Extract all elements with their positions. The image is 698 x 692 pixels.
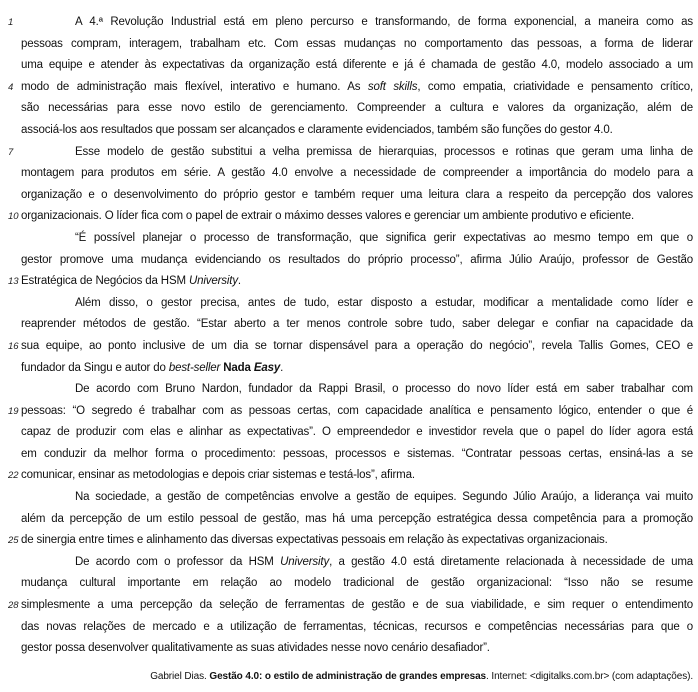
line-number: 4 bbox=[8, 81, 14, 93]
line-number: 25 bbox=[8, 535, 19, 547]
text-segment: Easy bbox=[253, 361, 281, 374]
text-segment: De acordo com Bruno Nardon, fundador da Rappi Brasil, o processo do novo líder está em saber trabalhar com bbox=[75, 383, 693, 396]
text-line-content bbox=[21, 271, 693, 293]
text-segment: além da percepção de um estilo pessoal de gestão, mas há uma percepção estratégica dessa competência para a promoção bbox=[21, 512, 693, 525]
text-line bbox=[8, 509, 698, 531]
text-segment: Além disso, o gestor precisa, antes de tudo, estar disposto a estudar, modificar a mentalidade como líder e bbox=[75, 296, 693, 309]
text-line bbox=[8, 617, 698, 639]
text-line bbox=[8, 595, 698, 617]
text-segment: pessoas: “O segredo é trabalhar com as pessoas certas, com capacidade analítica e pensamento lógico, entender o que é bbox=[21, 404, 693, 417]
line-number: 28 bbox=[8, 600, 19, 612]
text-line bbox=[8, 487, 698, 509]
text-line bbox=[8, 552, 698, 574]
text-line-content bbox=[21, 595, 693, 617]
text-line-content bbox=[21, 573, 693, 595]
text-line bbox=[8, 358, 698, 380]
text-segment: , a gestão 4.0 está diretamente relacionada à necessidade de uma bbox=[329, 555, 693, 568]
text-line bbox=[8, 250, 698, 272]
text-line-content bbox=[21, 250, 693, 272]
text-line bbox=[8, 55, 698, 77]
text-segment: organizacionais. O líder fica com o papel de extrair o máximo desses valores e gerenciar um ambiente produtivo e eficiente. bbox=[21, 210, 635, 223]
text-line bbox=[8, 422, 698, 444]
text-line bbox=[8, 142, 698, 164]
text-segment: University bbox=[280, 555, 330, 568]
text-line bbox=[8, 77, 698, 99]
text-segment: fundador da Singu e autor do bbox=[21, 361, 169, 374]
text-line-content bbox=[21, 12, 693, 34]
text-line-content bbox=[21, 228, 693, 250]
text-line bbox=[8, 314, 698, 336]
text-segment: associá-los aos resultados que possam ser alcançados e claramente evidenciados, também são funções do gestor 4.0. bbox=[21, 123, 613, 136]
text-segment: A 4.ª Revolução Industrial está em pleno percurso e transformando, de forma exponencial, a maneira como as bbox=[75, 16, 693, 28]
text-line-content bbox=[21, 314, 693, 336]
text-segment: University bbox=[188, 275, 238, 288]
citation-segment: Gabriel Dias. bbox=[150, 670, 210, 682]
text-segment: organização e o desenvolvimento do próprio gestor e também requer uma leitura clara a respeito da percepção dos valores bbox=[21, 188, 693, 201]
text-segment: sua equipe, ao ponto inclusive de um dia se tornar dispensável para a operação do negócio”, revela Tallis Gomes, CEO e bbox=[21, 339, 693, 352]
text-line bbox=[8, 228, 698, 250]
text-segment: das novas relações de mercado e a utilização de ferramentas, técnicas, recursos e competências necessárias para que o bbox=[21, 620, 693, 633]
text-line-content bbox=[21, 163, 693, 185]
text-segment: pessoas compram, interagem, trabalham etc. Com essas mudanças no comportamento das pessoas, a forma de liderar bbox=[21, 37, 693, 50]
text-segment: De acordo com o professor da HSM bbox=[75, 555, 281, 568]
citation-segment: . Internet: <digitalks.com.br> (com adaptações). bbox=[486, 670, 693, 682]
text-segment: “É possível planejar o processo de transformação, que significa gerir expectativas ao mesmo tempo em que o bbox=[75, 231, 693, 244]
line-number: 7 bbox=[8, 146, 14, 158]
text-segment: montagem para produtos em série. A gestão 4.0 envolve a necessidade de compreender a importância do modelo para a bbox=[21, 167, 693, 180]
text-segment: gestor promove uma mudança evidenciando os resultados do próprio processo”, afirma Júlio Araújo, professor de Gestão bbox=[21, 253, 693, 266]
text-segment: soft skills bbox=[367, 80, 418, 93]
text-line-content bbox=[21, 336, 693, 358]
text-line bbox=[8, 271, 698, 293]
text-line bbox=[8, 12, 698, 34]
text-line bbox=[8, 379, 698, 401]
line-number: 22 bbox=[8, 470, 19, 482]
text-line bbox=[8, 206, 698, 228]
text-segment: capaz de produzir com elas e alinhar as expectativas”. O empreendedor e investidor revela que o papel do líder agora está bbox=[21, 426, 693, 439]
line-number: 19 bbox=[8, 405, 19, 417]
text-line bbox=[8, 293, 698, 315]
text-line bbox=[8, 336, 698, 358]
citation-segment: Gestão 4.0: o estilo de administração de grandes empresas bbox=[209, 670, 487, 682]
text-line bbox=[8, 401, 698, 423]
text-line-content bbox=[21, 185, 693, 207]
text-segment: de sinergia entre times e alinhamento das diversas expectativas pessoais em relação às expectativas organizacionais. bbox=[21, 534, 608, 547]
text-line-content bbox=[21, 293, 693, 315]
text-line-content bbox=[21, 509, 693, 531]
text-segment: . bbox=[237, 275, 241, 288]
text-line bbox=[8, 185, 698, 207]
text-line bbox=[8, 573, 698, 595]
text-line bbox=[8, 120, 698, 142]
text-line-content bbox=[21, 617, 693, 639]
text-segment: best-seller bbox=[168, 361, 221, 374]
line-number: 1 bbox=[8, 17, 14, 28]
text-segment: Esse modelo de gestão substitui a velha premissa de hierarquias, processos e rotinas que geram uma linha de bbox=[75, 145, 693, 158]
text-line bbox=[8, 465, 698, 487]
document-body bbox=[8, 12, 698, 660]
text-line bbox=[8, 163, 698, 185]
text-line-content bbox=[21, 55, 693, 77]
text-line-content bbox=[21, 552, 693, 574]
line-number: 16 bbox=[8, 340, 19, 352]
line-number: 10 bbox=[8, 211, 19, 223]
text-line-content bbox=[21, 142, 693, 164]
text-line-content bbox=[21, 530, 693, 552]
line-number: 13 bbox=[8, 276, 19, 288]
text-line-content bbox=[21, 379, 693, 401]
text-line bbox=[8, 444, 698, 466]
text-line-content bbox=[21, 465, 693, 487]
text-segment: reaprender métodos de gestão. “Estar aberto a ter menos controle sobre tudo, saber delegar e confiar na capacidade da bbox=[21, 318, 693, 331]
text-segment: mudança cultural importante em relação ao modelo tradicional de gestão organizacional: “Isso não se resume bbox=[21, 577, 693, 590]
text-line-content bbox=[21, 638, 693, 660]
text-line-content bbox=[21, 444, 693, 466]
text-segment: comunicar, ensinar as metodologias e depois criar sistemas e testá-los”, afirma. bbox=[21, 469, 415, 482]
text-segment: . bbox=[280, 361, 284, 374]
text-line bbox=[8, 98, 698, 120]
text-line-content bbox=[21, 422, 693, 444]
text-line-content bbox=[21, 120, 693, 142]
text-segment: Estratégica de Negócios da HSM bbox=[21, 275, 189, 288]
text-segment: uma equipe e atender às expectativas da organização está diferente e já é chamada de gestão 4.0, modelo associado a um bbox=[21, 59, 693, 72]
text-segment: em conduzir da melhor forma o procedimento: pessoas, processos e sistemas. “Contratar pessoas certas, ensiná-las a se bbox=[21, 447, 693, 460]
text-line bbox=[8, 530, 698, 552]
text-segment: gestor possa desenvolver qualitativamente as suas atividades nesse novo cenário desafiador”. bbox=[21, 642, 490, 655]
text-line-content bbox=[21, 77, 693, 99]
text-line-content bbox=[21, 206, 693, 228]
text-line bbox=[8, 34, 698, 56]
text-line-content bbox=[21, 358, 693, 380]
source-citation bbox=[8, 670, 698, 684]
text-line-content bbox=[21, 98, 693, 120]
text-line bbox=[8, 638, 698, 660]
text-line-content bbox=[21, 401, 693, 423]
text-segment: , como empatia, criatividade e pensamento crítico, bbox=[417, 80, 693, 93]
text-segment: são necessárias para esse novo estilo de gerenciamento. Compreender a cultura e valores da organização, além de bbox=[21, 102, 693, 115]
text-segment: simplesmente a uma percepção da seleção de ferramentas de gestão e de sua viabilidade, e sim requer o entendimento bbox=[21, 599, 693, 612]
text-line-content bbox=[21, 487, 693, 509]
text-segment: Nada bbox=[223, 361, 254, 374]
text-segment: Na sociedade, a gestão de competências envolve a gestão de equipes. Segundo Júlio Araújo, a liderança vai muito bbox=[75, 491, 693, 504]
text-segment: modo de administração mais flexível, interativo e humano. As bbox=[21, 80, 368, 93]
text-line-content bbox=[21, 34, 693, 56]
